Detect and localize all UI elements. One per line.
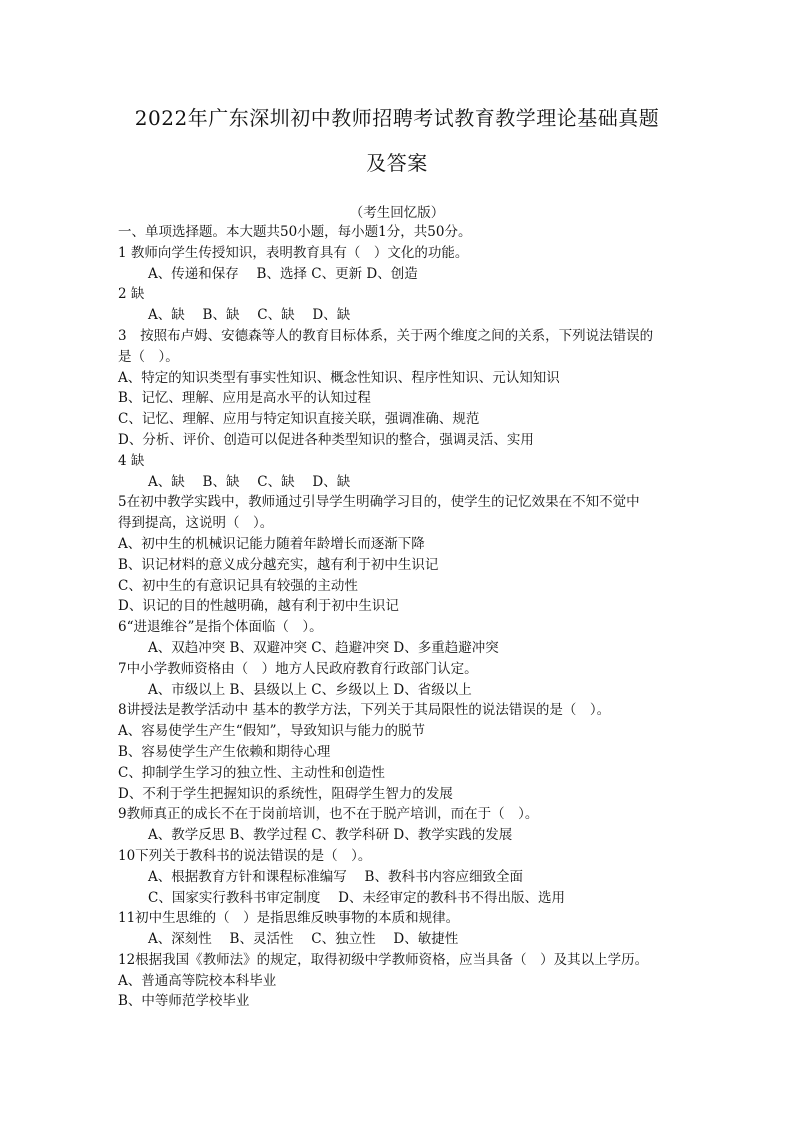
text-line: A、容易使学生产生“假知”，导致知识与能力的脱节 bbox=[118, 723, 426, 740]
text-line: 10下列关于教科书的说法错误的是（ ）。 bbox=[118, 847, 372, 864]
text-line: 12根据我国《教师法》的规定，取得初级中学教师资格，应当具备（ ）及其以上学历。 bbox=[118, 951, 649, 968]
text-line: B、中等师范学校毕业 bbox=[118, 993, 250, 1010]
text-line: A、深刻性 B、灵活性 C、独立性 D、敏捷性 bbox=[148, 931, 459, 948]
text-line: D、分析、评价、创造可以促进各种类型知识的整合，强调灵活、实用 bbox=[118, 431, 534, 448]
text-line: A、根据教育方针和课程标准编写 B、教科书内容应细致全面 bbox=[148, 868, 523, 885]
text-line: 3 按照布卢姆、安德森等人的教育目标体系，关于两个维度之间的关系，下列说法错误的 bbox=[118, 327, 654, 344]
text-line: 是（ ）。 bbox=[118, 348, 179, 365]
text-line: C、抑制学生学习的独立性、主动性和创造性 bbox=[118, 764, 385, 781]
text-line: 9教师真正的成长不在于岗前培训，也不在于脱产培训，而在于（ ）。 bbox=[118, 806, 539, 823]
text-line: A、缺 B、缺 C、缺 D、缺 bbox=[148, 473, 351, 490]
text-line: 6“进退维谷”是指个体面临（ ）。 bbox=[118, 619, 323, 636]
text-line: A、缺 B、缺 C、缺 D、缺 bbox=[148, 307, 351, 324]
text-line: 一、单项选择题。本大题共50小题，每小题1分，共50分。 bbox=[118, 224, 472, 240]
text-line: A、普通高等院校本科毕业 bbox=[118, 972, 277, 989]
text-line: A、市级以上 B、县级以上 C、乡级以上 D、省级以上 bbox=[148, 681, 472, 698]
text-line: A、初中生的机械识记能力随着年龄增长而逐渐下降 bbox=[118, 535, 425, 552]
document-title-line-1: 2022年广东深圳初中教师招聘考试教育教学理论基础真题 bbox=[134, 106, 660, 130]
text-line: C、国家实行教科书审定制度 D、未经审定的教科书不得出版、选用 bbox=[148, 889, 565, 906]
text-line: A、传递和保存 B、选择 C、更新 D、创造 bbox=[148, 265, 418, 282]
text-line: 11初中生思维的（ ）是指思维反映事物的本质和规律。 bbox=[118, 910, 460, 927]
text-line: B、记忆、理解、应用是高水平的认知过程 bbox=[118, 390, 371, 407]
document-subtitle: （考生回忆版） bbox=[349, 205, 445, 221]
text-line: 1 教师向学生传授知识，表明教育具有（ ）文化的功能。 bbox=[118, 244, 469, 261]
text-line: D、识记的目的性越明确，越有利于初中生识记 bbox=[118, 598, 399, 615]
text-line: 5在初中教学实践中，教师通过引导学生明确学习目的，使学生的记忆效果在不知不觉中 bbox=[118, 494, 640, 511]
text-line: D、不利于学生把握知识的系统性，阻碍学生智力的发展 bbox=[118, 785, 453, 802]
text-line: B、识记材料的意义成分越充实，越有利于初中生识记 bbox=[118, 556, 439, 573]
document-title-line-2: 及答案 bbox=[366, 151, 428, 175]
text-line: A、教学反思 B、教学过程 C、教学科研 D、教学实践的发展 bbox=[148, 827, 513, 844]
document-body bbox=[118, 222, 678, 1012]
text-line: C、记忆、理解、应用与特定知识直接关联，强调准确、规范 bbox=[118, 411, 480, 428]
text-line: A、特定的知识类型有事实性知识、概念性知识、程序性知识、元认知知识 bbox=[118, 369, 560, 386]
text-line: 7中小学教师资格由（ ）地方人民政府教育行政部门认定。 bbox=[118, 660, 478, 677]
text-line: A、双趋冲突 B、双避冲突 C、趋避冲突 D、多重趋避冲突 bbox=[148, 639, 499, 656]
text-line: C、初中生的有意识记具有较强的主动性 bbox=[118, 577, 358, 594]
text-line: 得到提高，这说明（ ）。 bbox=[118, 515, 274, 532]
text-line: 4 缺 bbox=[118, 452, 145, 469]
text-line: 2 缺 bbox=[118, 286, 145, 303]
text-line: 8讲授法是教学活动中 基本的教学方法，下列关于其局限性的说法错误的是（ ）。 bbox=[118, 702, 611, 719]
text-line: B、容易使学生产生依赖和期待心理 bbox=[118, 743, 331, 760]
